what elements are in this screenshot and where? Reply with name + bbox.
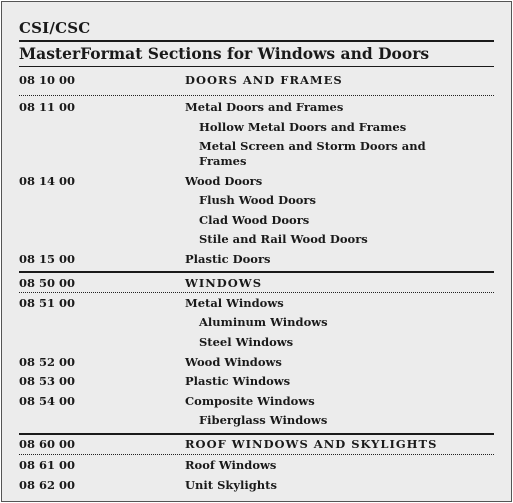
dotted-divider <box>19 454 494 455</box>
section-code: 08 62 00 <box>19 478 76 492</box>
subsection-title: Stile and Rail Wood Doors <box>199 232 368 246</box>
section-code: 08 61 00 <box>19 458 76 472</box>
section-title: Metal Doors and Frames <box>185 100 344 114</box>
subsection-title: Hollow Metal Doors and Frames <box>199 120 407 134</box>
section-title: Plastic Windows <box>185 374 291 388</box>
subsection-title-line1: Metal Screen and Storm Doors and <box>199 139 426 153</box>
section-title: Composite Windows <box>185 394 315 408</box>
table-content <box>19 2 494 501</box>
title-rule-bottom <box>19 66 494 67</box>
dotted-divider <box>19 292 494 293</box>
subsection-title <box>199 139 459 169</box>
section-title: Wood Doors <box>185 174 263 188</box>
section-heading: WINDOWS <box>185 276 263 290</box>
section-title: Roof Windows <box>185 458 277 472</box>
title-rule-top <box>19 40 494 42</box>
section-title: Wood Windows <box>185 355 282 369</box>
section-heading: ROOF WINDOWS AND SKYLIGHTS <box>185 437 438 451</box>
table-frame <box>1 1 512 502</box>
section-heading: DOORS AND FRAMES <box>185 73 343 87</box>
section-code: 08 50 00 <box>19 276 76 290</box>
section-code: 08 51 00 <box>19 296 76 310</box>
section-divider <box>19 433 494 435</box>
organization-label: CSI/CSC <box>19 19 91 37</box>
section-code: 08 54 00 <box>19 394 76 408</box>
dotted-divider <box>19 95 494 96</box>
section-title: Unit Skylights <box>185 478 277 492</box>
section-code: 08 11 00 <box>19 100 76 114</box>
section-code: 08 14 00 <box>19 174 76 188</box>
section-code: 08 53 00 <box>19 374 76 388</box>
subsection-title: Steel Windows <box>199 335 294 349</box>
section-code: 08 15 00 <box>19 252 76 266</box>
subsection-title: Clad Wood Doors <box>199 213 310 227</box>
section-divider <box>19 271 494 273</box>
subsection-title-line2: Frames <box>199 154 247 168</box>
subsection-title: Fiberglass Windows <box>199 413 328 427</box>
subsection-title: Flush Wood Doors <box>199 193 316 207</box>
table-title: MasterFormat Sections for Windows and Doors <box>19 44 430 63</box>
section-code: 08 52 00 <box>19 355 76 369</box>
section-title: Plastic Doors <box>185 252 271 266</box>
section-title: Metal Windows <box>185 296 284 310</box>
section-code: 08 10 00 <box>19 73 76 87</box>
subsection-title: Aluminum Windows <box>199 315 328 329</box>
section-code: 08 60 00 <box>19 437 76 451</box>
